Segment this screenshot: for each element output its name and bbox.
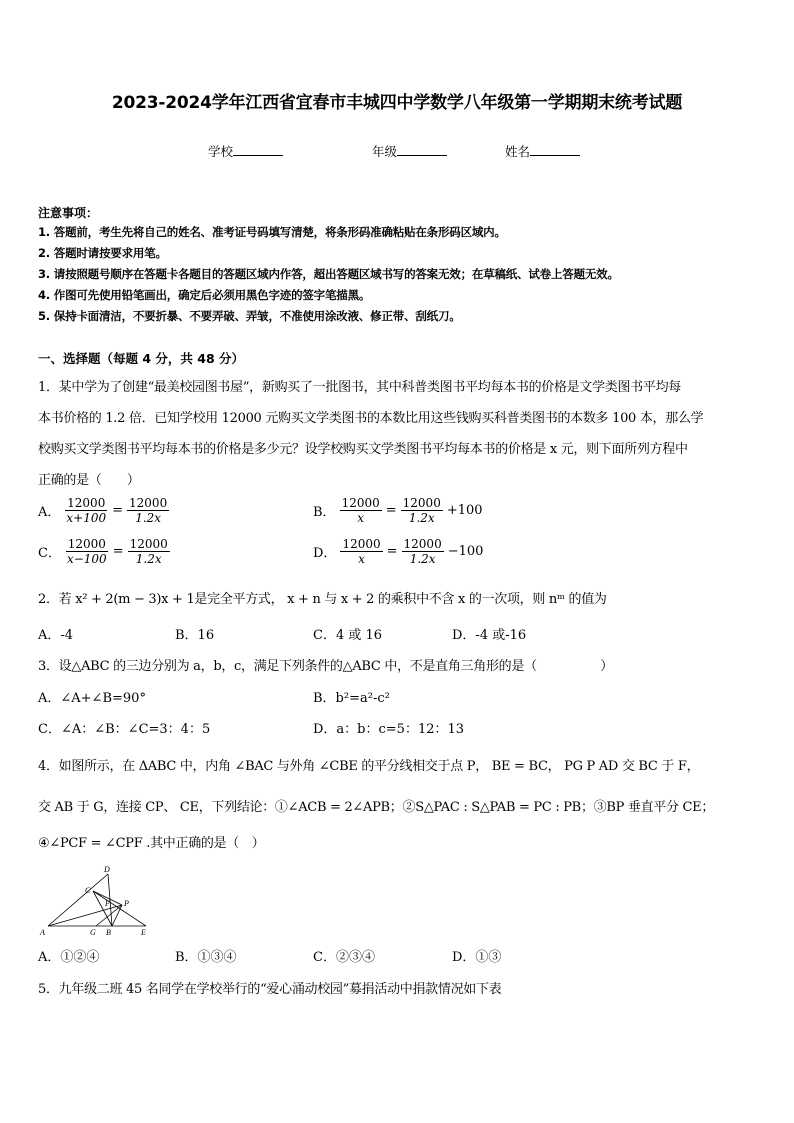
section-heading: 一、选择题（每题 4 分，共 48 分） bbox=[38, 351, 245, 366]
q1-line: 本书价格的 1.2 倍．已知学校用 12000 元购买文学类图书的本数比用这些钱购买科普类图书的本数多 100 本，那么学 bbox=[38, 411, 704, 426]
notes-heading: 注意事项： bbox=[38, 206, 99, 220]
option-tail: +100 bbox=[446, 503, 483, 518]
q3-option-c[interactable]: C．∠A：∠B：∠C=3：4：5 bbox=[38, 722, 211, 737]
q4-option-a[interactable]: A．①②④ bbox=[38, 950, 100, 965]
note-item: 1. 答题前，考生先将自己的姓名、准考证号码填写清楚，将条形码准确粘贴在条形码区域内。 bbox=[38, 225, 506, 239]
option-label: A． bbox=[38, 505, 61, 520]
q2-text: 2．若 x² + 2(m − 3)x + 1是完全平方式， x + n 与 x + 2 的乘积中不含 x 的一次项，则 nᵐ 的值为 bbox=[38, 592, 607, 607]
q3-text: 3．设△ABC 的三边分别为 a，b，c，满足下列条件的△ABC 中，不是直角三角形的是（ ） bbox=[38, 659, 613, 674]
fig-label-a: A bbox=[40, 928, 45, 937]
q2-option-d[interactable]: D．-4 或-16 bbox=[452, 628, 527, 643]
fig-label-p: P bbox=[124, 899, 129, 908]
fig-label-d: D bbox=[104, 865, 110, 874]
fraction: $\frac{12000}{1.2x}$ bbox=[129, 537, 168, 566]
fraction: $\frac{12000}{x}$ bbox=[342, 537, 381, 566]
fraction: $\frac{12000}{1.2x}$ bbox=[403, 537, 442, 566]
q3-option-a[interactable]: A．∠A+∠B=90° bbox=[38, 691, 146, 706]
q4-option-b[interactable]: B．①③④ bbox=[175, 950, 237, 965]
q4-line: ④∠PCF = ∠CPF .其中正确的是（ ） bbox=[38, 836, 265, 851]
option-tail: −100 bbox=[447, 544, 484, 559]
q4-option-d[interactable]: D．①③ bbox=[452, 950, 502, 965]
school-blank[interactable] bbox=[233, 144, 283, 156]
option-label: C． bbox=[38, 546, 61, 561]
fig-label-g: G bbox=[90, 928, 96, 937]
q1-line: 正确的是（ ） bbox=[38, 473, 140, 488]
name-label: 姓名 bbox=[505, 144, 531, 159]
school-label: 学校 bbox=[208, 144, 234, 159]
q4-line: 4．如图所示，在 ΔABC 中，内角 ∠BAC 与外角 ∠CBE 的平分线相交于点 P， BE = BC， PG P AD 交 BC 于 F， bbox=[38, 759, 700, 774]
q4-figure bbox=[38, 862, 158, 938]
q1-option-d[interactable]: D． $\frac{12000}{x}$ = $\frac{12000}{1.2x}$ −100 bbox=[313, 537, 484, 566]
grade-label: 年级 bbox=[372, 144, 398, 159]
school-field[interactable] bbox=[208, 142, 283, 160]
q1-line: 1．某中学为了创建“最美校园图书屋”，新购买了一批图书，其中科普类图书平均每本书的价格是文学类图书平均每 bbox=[38, 380, 681, 395]
fig-label-f: F bbox=[105, 899, 110, 908]
q5-text: 5．九年级二班 45 名同学在学校举行的“爱心涌动校园”募捐活动中捐款情况如下表 bbox=[38, 982, 502, 997]
note-item: 3. 请按照题号顺序在答题卡各题目的答题区域内作答，超出答题区域书写的答案无效；在草稿纸、试卷上答题无效。 bbox=[38, 267, 619, 281]
q2-option-a[interactable]: A．-4 bbox=[38, 628, 74, 643]
q1-line: 校购买文学类图书平均每本书的价格是多少元？设学校购买文学类图书平均每本书的价格是 x 元，则下面所列方程中 bbox=[38, 442, 688, 457]
fig-label-c: C bbox=[85, 886, 91, 895]
q4-line: 交 AB 于 G，连接 CP、 CE，下列结论：①∠ACB = 2∠APB；②S△PAC : S△PAB = PC : PB；③BP 垂直平分 CE； bbox=[38, 800, 715, 815]
note-item: 2. 答题时请按要求用笔。 bbox=[38, 246, 167, 260]
fraction: $\frac{12000}{x}$ bbox=[341, 496, 380, 525]
option-label: B． bbox=[313, 505, 336, 520]
option-label: D． bbox=[313, 546, 337, 561]
q3-option-b[interactable]: B．b²=a²-c² bbox=[313, 691, 390, 706]
grade-blank[interactable] bbox=[397, 144, 447, 156]
fraction: $\frac{12000}{1.2x}$ bbox=[129, 496, 168, 525]
fig-label-e: E bbox=[141, 928, 146, 937]
q1-option-a[interactable]: A． $\frac{12000}{x+100}$ = $\frac{12000}{1.2x}$ bbox=[38, 496, 168, 525]
name-blank[interactable] bbox=[530, 144, 580, 156]
q3-option-d[interactable]: D．a：b：c=5：12：13 bbox=[313, 722, 465, 737]
fraction: $\frac{12000}{x+100}$ bbox=[66, 496, 107, 525]
note-item: 4. 作图可先使用铅笔画出，确定后必须用黑色字迹的签字笔描黑。 bbox=[38, 288, 371, 302]
q1-option-b[interactable]: B． $\frac{12000}{x}$ = $\frac{12000}{1.2x}$ +100 bbox=[313, 496, 483, 525]
fraction: $\frac{12000}{1.2x}$ bbox=[402, 496, 441, 525]
fraction: $\frac{12000}{x-100}$ bbox=[66, 537, 107, 566]
page-title: 2023-2024学年江西省宜春市丰城四中学数学八年级第一学期期末统考试题 bbox=[111, 93, 683, 113]
q2-option-b[interactable]: B．16 bbox=[175, 628, 215, 643]
fig-label-b: B bbox=[106, 928, 111, 937]
note-item: 5. 保持卡面清洁，不要折暴、不要弄破、弄皱，不准使用涂改液、修正带、刮纸刀。 bbox=[38, 309, 461, 323]
grade-field[interactable] bbox=[372, 142, 447, 160]
name-field[interactable] bbox=[505, 142, 580, 160]
q4-option-c[interactable]: C．②③④ bbox=[313, 950, 375, 965]
q1-option-c[interactable]: C． $\frac{12000}{x-100}$ = $\frac{12000}{1.2x}$ bbox=[38, 537, 168, 566]
q2-option-c[interactable]: C．4 或 16 bbox=[313, 628, 383, 643]
